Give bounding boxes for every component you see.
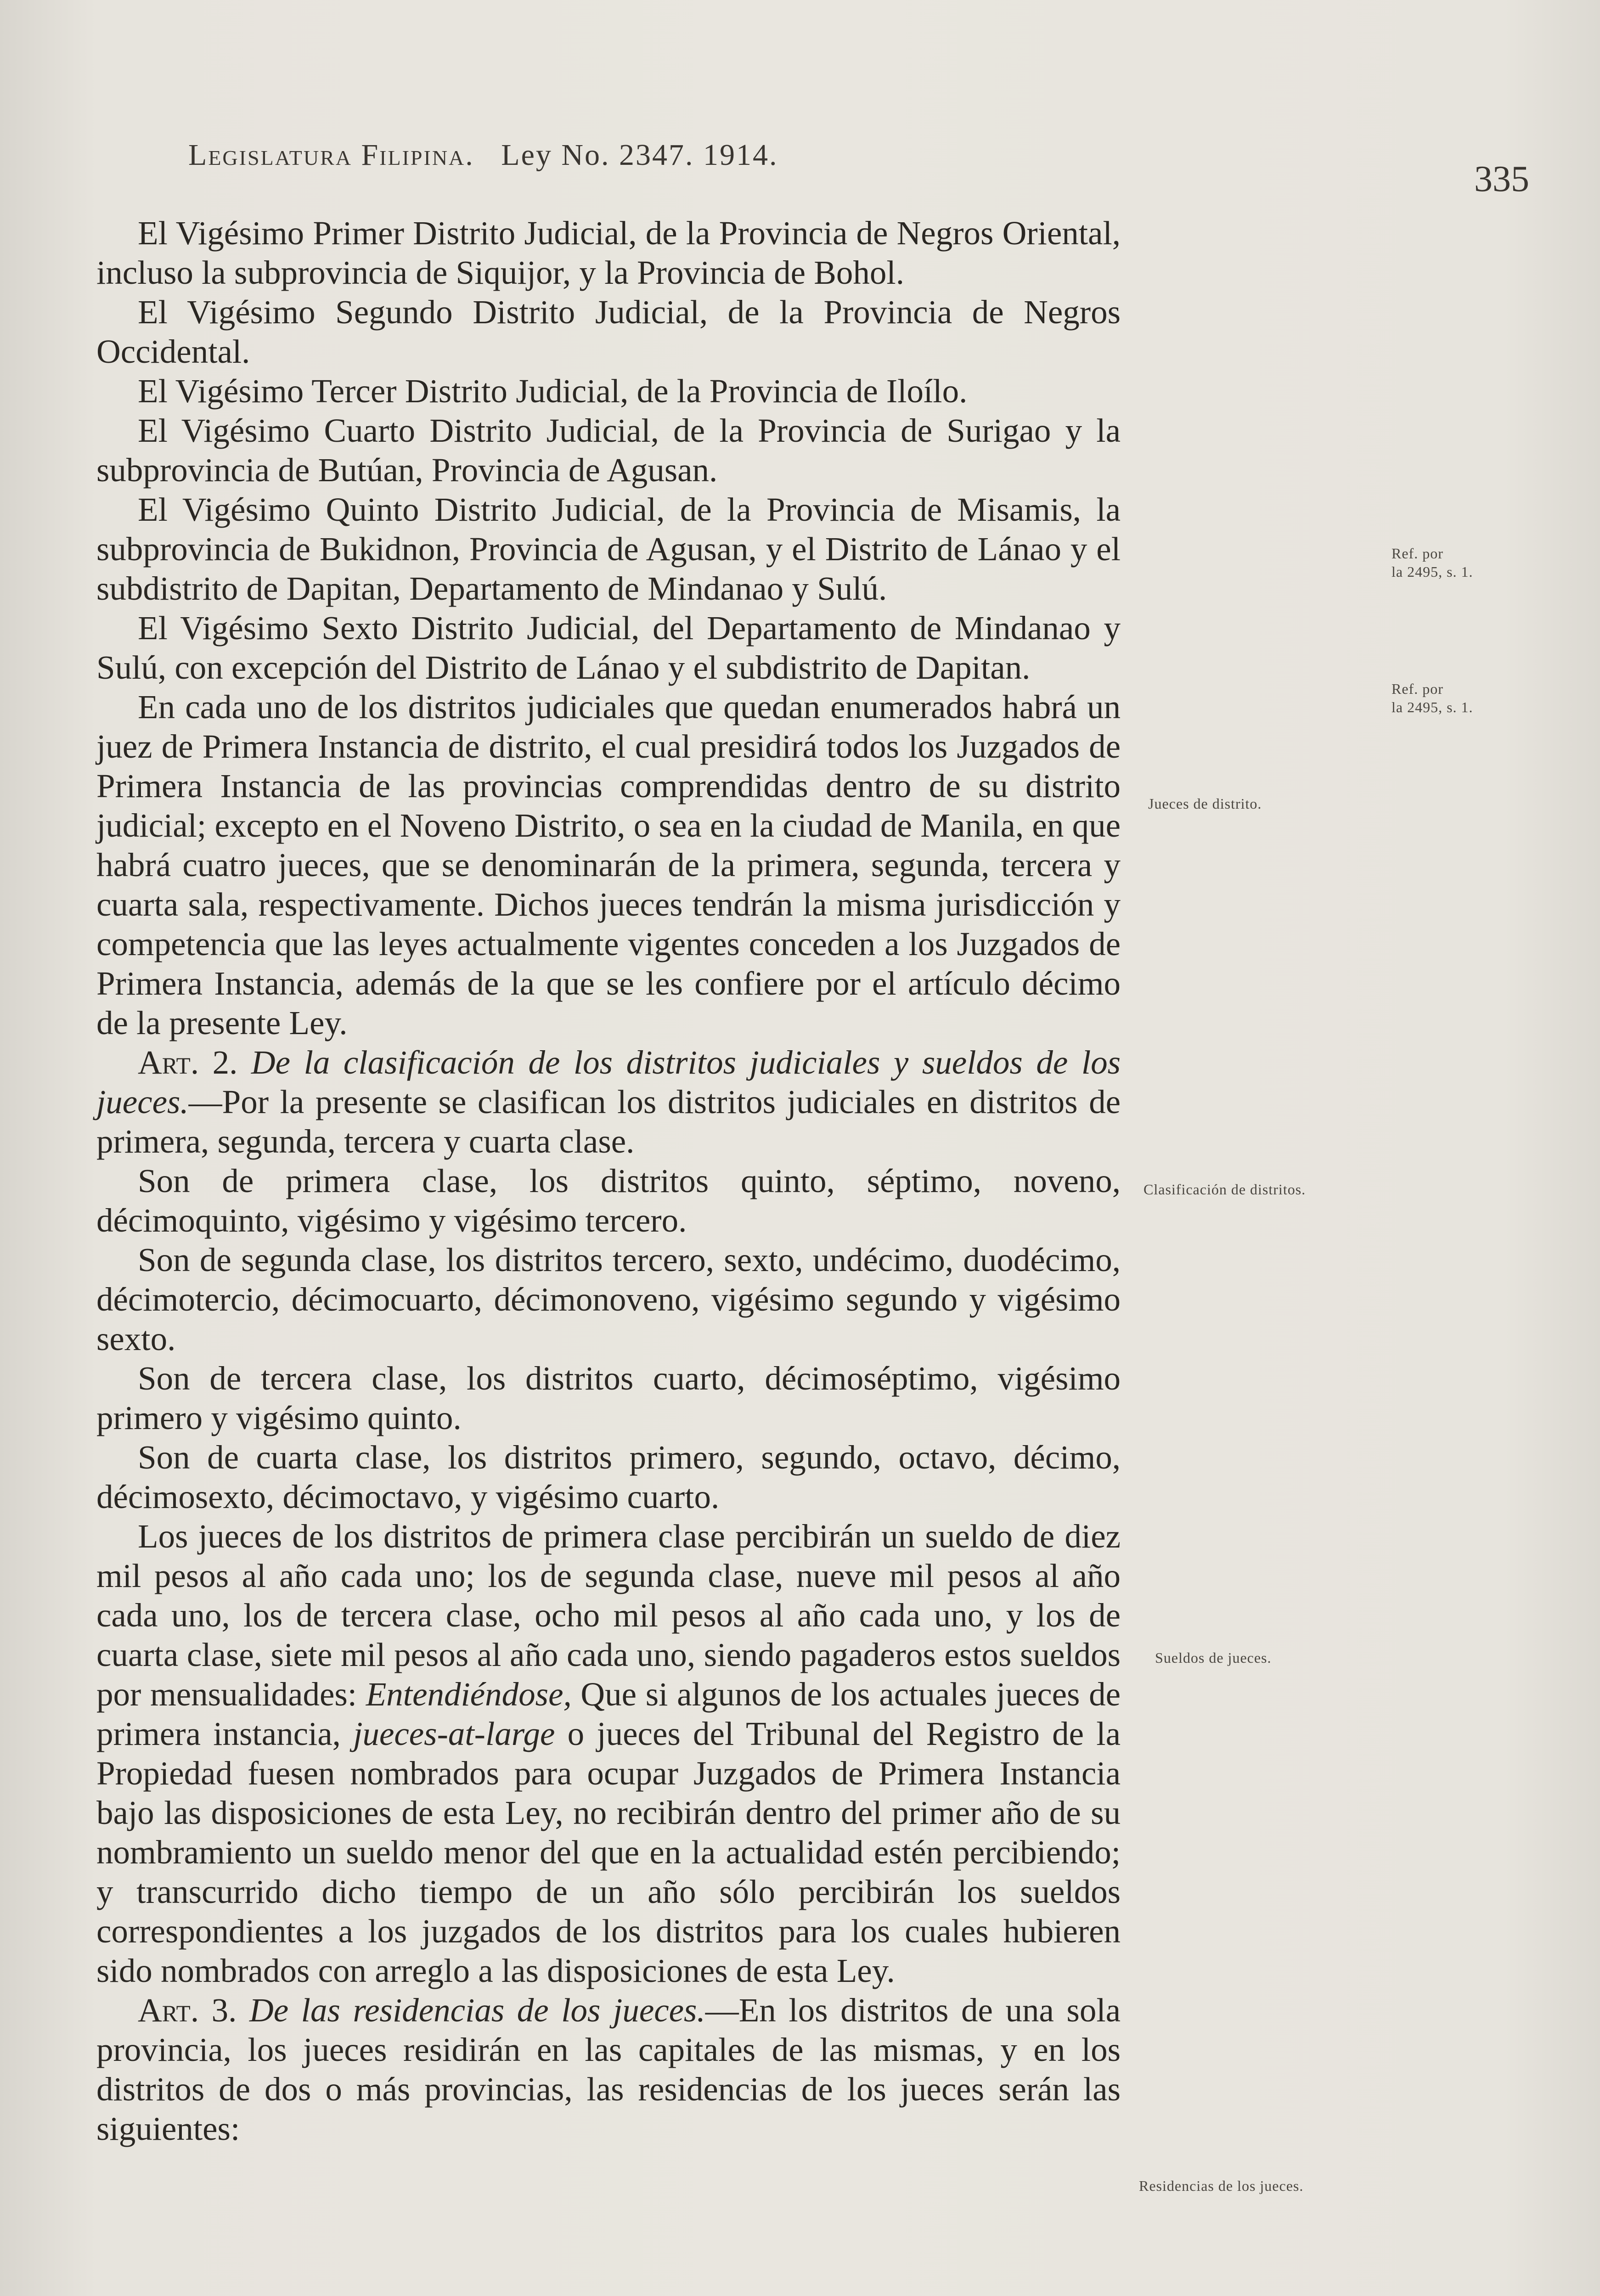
margin-note-ref-1-line-1: Ref. por [1392,545,1443,562]
running-title-ley: Ley No. 2347. 1914. [501,138,778,172]
art-2-label: Art. 2. [138,1044,238,1081]
paragraph-jueces-distrito: En cada uno de los distritos judiciales que quedan enumerados habrá un juez de Primera Instancia de distrito, el cual presidirá todos los Juzgados de Primera Instancia de las provincias comprendidas dentro de su distrito judicial; excepto en el Noveno Distrito, o sea en la ciudad de Manila, en que habrá cuatro jueces, que se denominarán de la primera, segunda, tercera y cuarta sala, respectivamente. Dichos jueces tendrán la misma jurisdicción y competencia que las leyes actualmente vigentes conceden a los Juzgados de Primera Instancia, además de la que se les confiere por el artículo décimo de la presente Ley. [96,688,1121,1041]
art-3-text: —En los distritos de una sola provincia, los jueces residirán en las capitales de las mismas, y en los distritos de dos o más provincias, las residencias de los jueces serán las siguientes: [96,1992,1121,2147]
art-2-text: —Por la presente se clasifican los distritos judiciales en distritos de primera, segunda, tercera y cuarta clase. [96,1083,1121,1160]
art-3-title: De las residencias de los jueces. [249,1992,705,2029]
margin-note-sueldos: Sueldos de jueces. [1155,1649,1272,1666]
margin-note-ref-2 [1392,680,1543,716]
margin-note-residencias: Residencias de los jueces. [1139,2178,1304,2194]
paragraph-segunda-clase: Son de segunda clase, los distritos tercero, sexto, undécimo, duodécimo, décimotercio, décimocuarto, décimonoveno, vigésimo segundo y vigésimo sexto. [96,1241,1121,1357]
sueldos-jueces-at-large: jueces-at-large [353,1715,555,1752]
paragraph-art-3 [96,1991,1121,2149]
art-2-title: De la clasificación de los distritos judiciales y sueldos de los jueces. [96,1044,1121,1120]
paragraph-art-2 [96,1043,1121,1161]
paragraph-distrito-25: El Vigésimo Quinto Distrito Judicial, de la Provincia de Misamis, la subprovincia de Bukidnon, Provincia de Agusan, y el Distrito de Lánao y el subdistrito de Dapitan, Departamento de Mindanao y Sulú. [96,491,1121,607]
margin-note-ref-2-line-2: la 2495, s. 1. [1392,699,1473,715]
margin-note-clasificacion: Clasificación de distritos. [1144,1181,1306,1198]
running-title-legislatura: Legislatura Filipina. [188,138,474,172]
margin-note-ref-1-line-2: la 2495, s. 1. [1392,563,1473,580]
paragraph-distrito-24: El Vigésimo Cuarto Distrito Judicial, de la Provincia de Surigao y la subprovincia de Butúan, Provincia de Agusan. [96,412,1121,489]
paragraph-tercera-clase: Son de tercera clase, los distritos cuarto, décimoséptimo, vigésimo primero y vigésimo quinto. [96,1360,1121,1436]
art-3-label: Art. 3. [138,1992,237,2029]
margin-note-jueces-distrito: Jueces de distrito. [1148,795,1262,812]
running-header [188,138,1290,173]
sueldos-text-b: Que si algunos de los actuales jueces de primera instancia, [96,1676,1121,1752]
sueldos-entendiendose: Entendiéndose, [366,1676,572,1713]
paragraph-distrito-26: El Vigésimo Sexto Distrito Judicial, del Departamento de Mindanao y Sulú, con excepción del Distrito de Lánao y el subdistrito de Dapitan. [96,609,1121,686]
paragraph-cuarta-clase: Son de cuarta clase, los distritos primero, segundo, octavo, décimo, décimosexto, décimoctavo, y vigésimo cuarto. [96,1439,1121,1515]
margin-note-ref-2-line-1: Ref. por [1392,681,1443,697]
paragraph-sueldos [96,1517,1121,1991]
sueldos-text-c: o jueces del Tribunal del Registro de la Propiedad fuesen nombrados para ocupar Juzgados de Primera Instancia bajo las disposiciones de esta Ley, no recibirán dentro del primer año de su nombramiento un sueldo menor del que en la actualidad estén percibiendo; y transcurrido dicho tiempo de un año sólo percibirán los sueldos correspondientes a los juzgados de los distritos para los cuales hubieren sido nombrados con arreglo a las disposiciones de esta Ley. [96,1715,1121,1989]
paragraph-distrito-21: El Vigésimo Primer Distrito Judicial, de la Provincia de Negros Oriental, incluso la subprovincia de Siquijor, y la Provincia de Bohol. [96,214,1121,291]
paragraph-primera-clase: Son de primera clase, los distritos quinto, séptimo, noveno, décimoquinto, vigésimo y vigésimo tercero. [96,1162,1121,1239]
main-text [96,214,1121,2149]
sueldos-text-a: Los jueces de los distritos de primera clase percibirán un sueldo de diez mil pesos al año cada uno; los de segunda clase, nueve mil pesos al año cada uno, los de tercera clase, ocho mil pesos al año cada uno, y los de cuarta clase, siete mil pesos al año cada uno, siendo pagaderos estos sueldos por mensualidades: [96,1518,1121,1713]
page-number: 335 [1474,159,1529,199]
margin-note-ref-1 [1392,544,1543,581]
paragraph-distrito-22: El Vigésimo Segundo Distrito Judicial, de la Provincia de Negros Occidental. [96,293,1121,370]
paragraph-distrito-23: El Vigésimo Tercer Distrito Judicial, de la Provincia de Iloílo. [138,372,968,410]
